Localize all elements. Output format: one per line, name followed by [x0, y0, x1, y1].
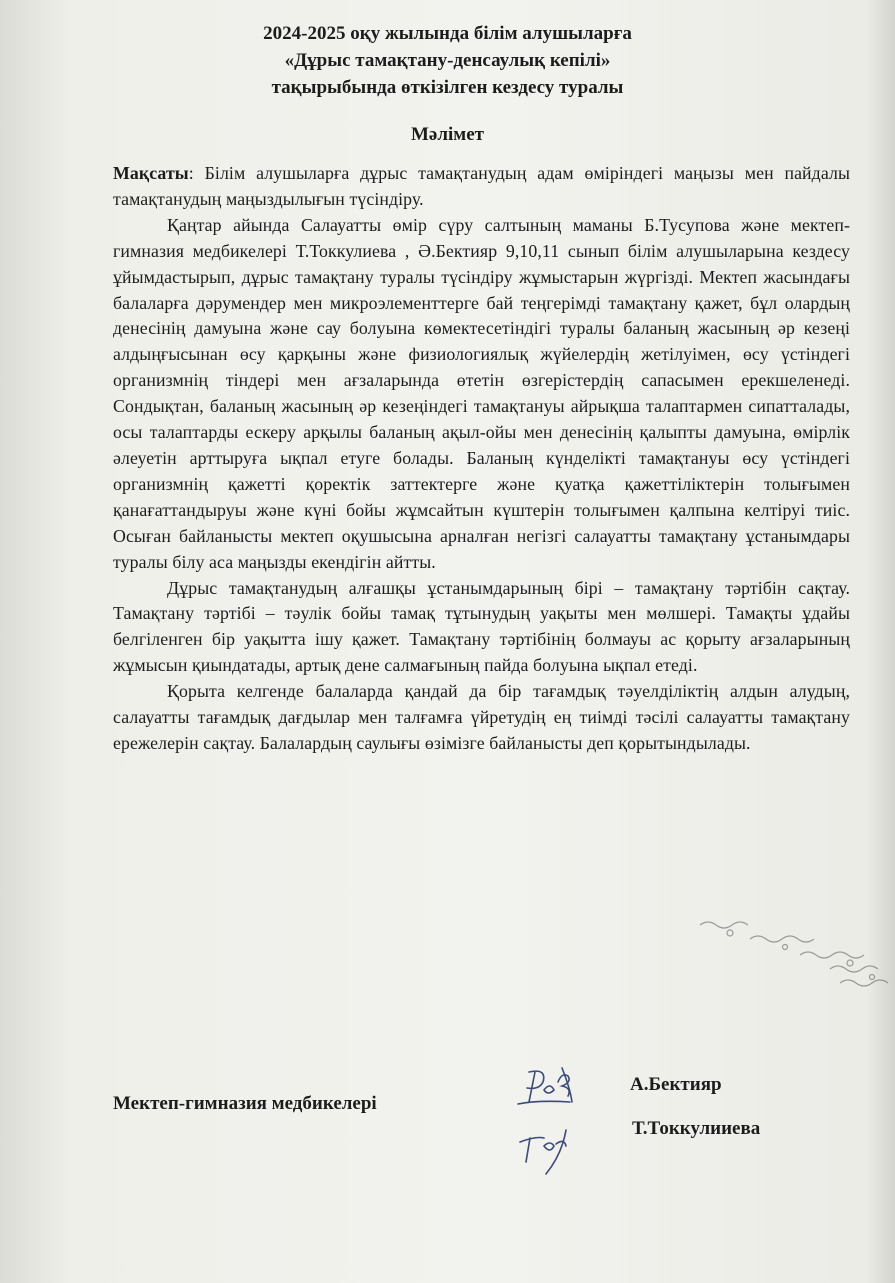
title-line-1: 2024-2025 оқу жылында білім алушыларға: [263, 23, 632, 44]
ink-smudge: [690, 905, 895, 995]
title-line-3: тақырыбында өткізілген кездесу туралы: [271, 77, 624, 98]
signature-text: Бек: [502, 1178, 504, 1179]
document-title: [0, 20, 895, 101]
footer-label: Мектеп-гимназия медбикелері: [113, 1093, 377, 1114]
body-paragraph-1: Қаңтар айында Салауатты өмір сүру салтының маманы Б.Тусупова және мектеп-гимназия медбикелері Т.Токкулиева , Ә.Бектияр 9,10,11 сынып білім алушыларына кездесу ұйымдастырып, дұрыс тамақтану туралы түсіндіру жұмыстарын жүргізді. Мектеп жасындағы балаларға дәрумендер мен микроэлементтерге бай теңгерімді тамақтану қажет, бұл олардың денесінің дамуына және сау болуына көмектесетіндігі туралы баланың жасының әр кезеңі алдыңғысынан өсу қарқыны және физиологиялық жүйелердің жетілуімен, өсу үстіндегі организмнің тіндері мен ағзаларында өтетін өзгерістердің сапасымен ерекшеленеді. Сондықтан, баланың жасының әр кезеңіндегі тамақтануы айрықша талаптармен сипатталады, осы талаптарды ескеру арқылы баланың ақыл-ойы мен денесінің қалыпты дамуына, өмірлік әлеуетін арттыруға ықпал етуге болады. Баланың күнделікті тамақтануы өсу үстіндегі организмнің қажетті қоректік заттектерге және қуатқа қажеттіліктерін толығымен қанағаттандыруы және күні бойы жұмсайтын күштерін толығымен қалпына келтіруі тиіс. Осыған байланысты мектеп оқушысына арналған негізгі салауатты тамақтану ұстанымдары туралы білу аса маңызды екендігін айтты.: [113, 214, 850, 572]
document-heading: Мәлімет: [410, 124, 484, 145]
purpose-text: : Білім алушыларға дұрыс тамақтанудың адам өміріндегі маңызы мен пайдалы тамақтанудың маңыздылығын түсіндіру.: [113, 163, 850, 209]
signatory-name-1: А.Бектияр: [630, 1074, 722, 1095]
document-body: [113, 161, 850, 757]
signatory-name-2: Т.Токкулииева: [632, 1118, 761, 1139]
body-paragraph-2: Дұрыс тамақтанудың алғашқы ұстанымдарының бірі – тамақтану тәртібін сақтау. Тамақтану тәртібі – тәулік бойы тамақ тұтынудың уақыты мен мөлшері. Тамақты ұдайы белгіленген бір уақытта ішу қажет. Тамақтану тәртібінің болмауы ас қорыту ағзаларының жұмысын қиындатады, артық дене салмағының пайда болуына ықпал етеді.: [113, 577, 850, 676]
purpose-paragraph: [113, 161, 850, 213]
purpose-label: Мақсаты: [113, 163, 189, 183]
page-edge-shadow: [867, 0, 895, 1283]
title-line-2: «Дұрыс тамақтану-денсаулық кепілі»: [284, 50, 611, 71]
handwritten-signature: [500, 1060, 610, 1180]
body-paragraph-3: Қорыта келгенде балаларда қандай да бір тағамдық тәуелділіктің алдын алудың, салауатты тағамдық дағдылар мен талғамға үйретудің ең тиімді тәсілі салауатты тамақтану ережелерін сақтау. Балалардың саулығы өзімізге байланысты деп қорытындылады.: [113, 681, 850, 753]
